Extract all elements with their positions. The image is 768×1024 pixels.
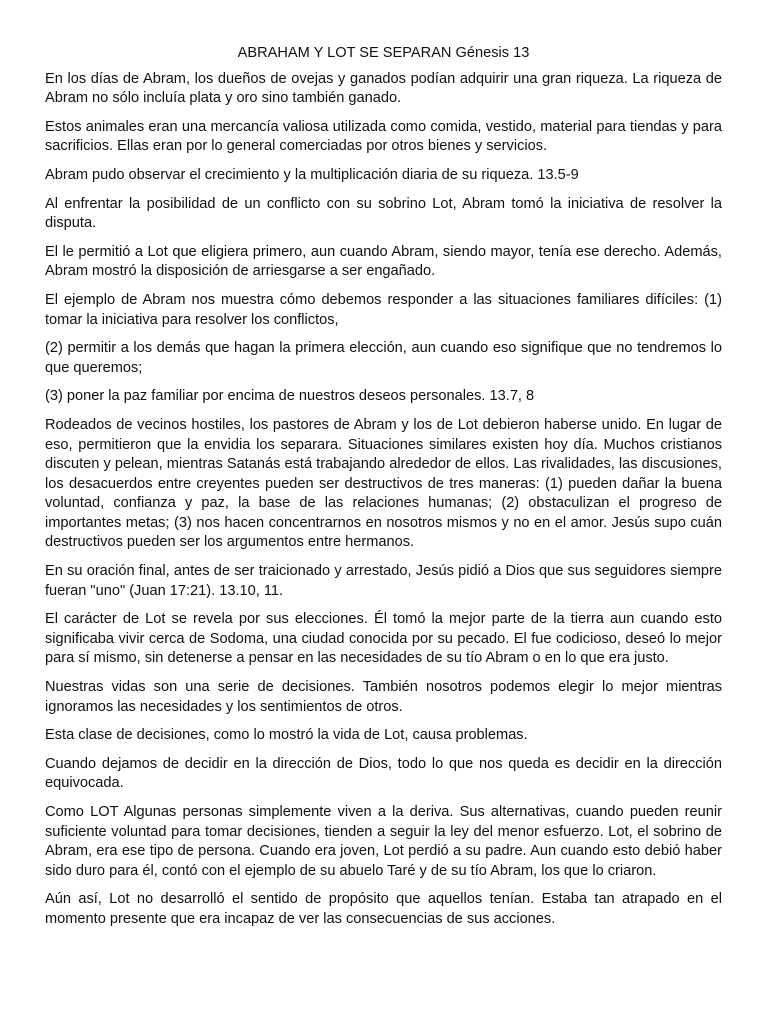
paragraph-15: Como LOT Algunas personas simplemente viven a la deriva. Sus alternativas, cuando pueden reunir suficiente voluntad para tomar decisiones, tienden a seguir la ley del menor esfuerzo. Lot, el sobrino de Abram, era ese tipo de persona. Cuando era joven, Lot perdió a su padre. Aun cuando esto debió haber sido duro para él, contó con el ejemplo de su abuelo Taré y de su tío Abram, los que lo criaron. <box>45 804 722 879</box>
paragraph-7: (2) permitir a los demás que hagan la primera elección, aun cuando eso signifique que no tendremos lo que queremos; <box>45 340 722 376</box>
document-title: ABRAHAM Y LOT SE SEPARAN Génesis 13 <box>237 45 530 61</box>
paragraph-4: Al enfrentar la posibilidad de un conflicto con su sobrino Lot, Abram tomó la iniciativa de resolver la disputa. <box>45 195 722 232</box>
paragraph-10: En su oración final, antes de ser traicionado y arrestado, Jesús pidió a Dios que sus seguidores siempre fueran "uno" (Juan 17:21). 13.10, 11. <box>45 563 722 599</box>
paragraph-12: Nuestras vidas son una serie de decisiones. También nosotros podemos elegir lo mejor mientras ignoramos las necesidades y los sentimientos de otros. <box>45 679 722 715</box>
document-page <box>45 44 722 939</box>
paragraph-3: Abram pudo observar el crecimiento y la multiplicación diaria de su riqueza. 13.5-9 <box>45 166 579 183</box>
paragraph-2: Estos animales eran una mercancía valiosa utilizada como comida, vestido, material para tiendas y para sacrificios. Ellas eran por lo general comerciadas por otros bienes y servicios. <box>45 118 722 155</box>
paragraph-8: (3) poner la paz familiar por encima de nuestros deseos personales. 13.7, 8 <box>45 388 535 405</box>
paragraph-11: El carácter de Lot se revela por sus elecciones. Él tomó la mejor parte de la tierra aun cuando esto significaba vivir cerca de Sodoma, una ciudad conocida por su pecado. El fue codicioso, deseó lo mejor para sí mismo, sin detenerse a pensar en las necesidades de su tío Abram o en lo que era justo. <box>45 611 722 667</box>
paragraph-5: El le permitió a Lot que eligiera primero, aun cuando Abram, siendo mayor, tenía ese derecho. Además, Abram mostró la disposición de arriesgarse a ser engañado. <box>45 243 722 280</box>
paragraph-1: En los días de Abram, los dueños de ovejas y ganados podían adquirir una gran riqueza. La riqueza de Abram no sólo incluía plata y oro sino también ganado. <box>45 70 722 107</box>
paragraph-14: Cuando dejamos de decidir en la dirección de Dios, todo lo que nos queda es decidir en la dirección equivocada. <box>45 755 722 792</box>
paragraph-13: Esta clase de decisiones, como lo mostró la vida de Lot, causa problemas. <box>45 727 528 744</box>
paragraph-6: El ejemplo de Abram nos muestra cómo debemos responder a las situaciones familiares difíciles: (1) tomar la iniciativa para resolver los conflictos, <box>45 291 722 328</box>
paragraph-16: Aún así, Lot no desarrolló el sentido de propósito que aquellos tenían. Estaba tan atrapado en el momento presente que era incapaz de ver las consecuencias de sus acciones. <box>45 891 722 927</box>
paragraph-9: Rodeados de vecinos hostiles, los pastores de Abram y los de Lot debieron haberse unido. En lugar de eso, permitieron que la envidia los separara. Situaciones similares existen hoy día. Muchos cristianos discuten y pelean, mientras Satanás está trabajando alrededor de ellos. Las rivalidades, las discusiones, los desacuerdos entre creyentes pueden ser destructivos de tres maneras: (1) pueden dañar la buena voluntad, confianza y paz, la base de las relaciones humanas; (2) obstaculizan el progreso de importantes metas; (3) nos hacen concentrarnos en nosotros mismos y no en el amor. Jesús supo cuán destructivos pueden ser los argumentos entre hermanos. <box>45 416 722 551</box>
